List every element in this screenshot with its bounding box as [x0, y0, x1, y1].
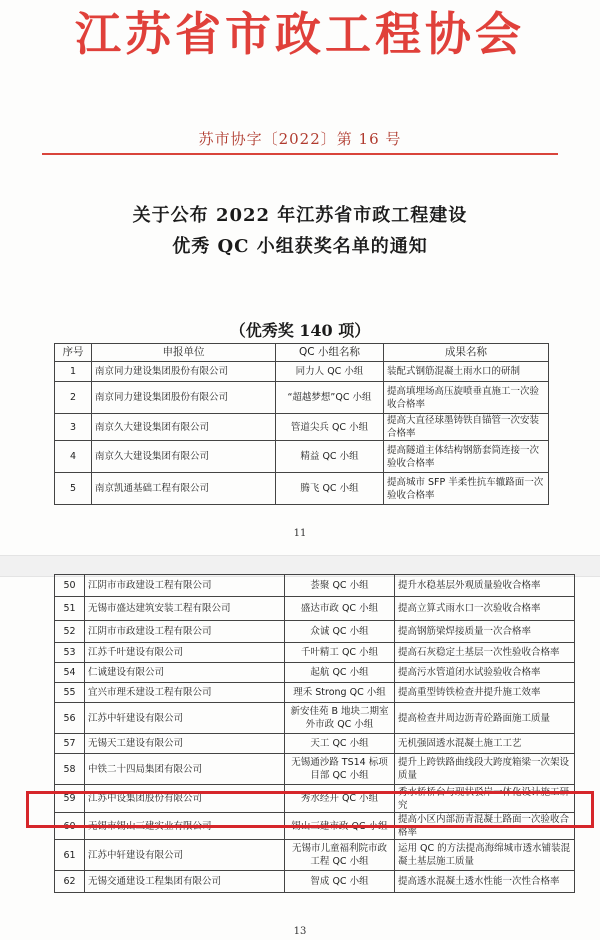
org-header-title: 江苏省市政工程协会: [75, 7, 525, 61]
row-unit: 江苏千叶建设有限公司: [85, 643, 285, 663]
row-unit: 江苏中轩建设有限公司: [85, 703, 285, 734]
table-row: [55, 575, 575, 597]
row-number: 60: [55, 813, 85, 840]
notice-title-line2: 优秀 QC 小组获奖名单的通知: [172, 236, 428, 257]
row-result: 提高钢筋梁焊接质量一次合格率: [395, 621, 575, 643]
row-number: 50: [55, 575, 85, 597]
table-row: [55, 840, 575, 871]
row-group: 千叶精工 QC 小组: [285, 643, 395, 663]
table-row: [55, 473, 549, 505]
row-group: 精益 QC 小组: [276, 441, 384, 473]
row-group: 同力人 QC 小组: [276, 362, 384, 382]
table-row: [55, 813, 575, 840]
row-result: 提高重型铸铁检查井提升施工效率: [395, 683, 575, 703]
row-result: 提升上跨铁路曲线段大跨度箱梁一次架设质量: [395, 754, 575, 785]
header-no: 序号: [55, 344, 92, 362]
award-table-first: [54, 343, 549, 505]
row-number: 53: [55, 643, 85, 663]
row-unit: 仁诚建设有限公司: [85, 663, 285, 683]
row-unit: 宜兴市理禾建设工程有限公司: [85, 683, 285, 703]
row-unit: 南京凯通基础工程有限公司: [92, 473, 276, 505]
row-result: 运用 QC 的方法提高海绵城市透水铺装混凝土基层施工质量: [395, 840, 575, 871]
row-result: 提高大直径球墨铸铁自锚管一次安装合格率: [384, 414, 549, 441]
table-row: [55, 414, 549, 441]
page-number: 13: [293, 926, 307, 937]
row-group: 荟聚 QC 小组: [285, 575, 395, 597]
table-row: [55, 871, 575, 893]
table-row: [55, 663, 575, 683]
header-result: 成果名称: [384, 344, 549, 362]
row-number: 4: [55, 441, 92, 473]
row-group: 无锡通沙路 TS14 标项目部 QC 小组: [285, 754, 395, 785]
row-result: 无机强固透水混凝土施工工艺: [395, 734, 575, 754]
table-row: [55, 362, 549, 382]
row-group: 无锡市儿童福利院市政工程 QC 小组: [285, 840, 395, 871]
row-result: 秀水桥桥台与现状驳岸一体化设计施工研究: [395, 785, 575, 813]
row-group: “超越梦想”QC 小组: [276, 382, 384, 414]
row-number: 5: [55, 473, 92, 505]
row-result: 提高污水管道闭水试验验收合格率: [395, 663, 575, 683]
row-unit: 无锡市盛达建筑安装工程有限公司: [85, 597, 285, 621]
row-result: 提高检查井周边沥青砼路面施工质量: [395, 703, 575, 734]
row-result: 提高透水混凝土透水性能一次性合格率: [395, 871, 575, 893]
row-unit: 无锡天工建设有限公司: [85, 734, 285, 754]
row-number: 59: [55, 785, 85, 813]
document-number: 苏市协字〔2022〕第 16 号: [198, 130, 402, 148]
row-group: 天工 QC 小组: [285, 734, 395, 754]
row-number: 55: [55, 683, 85, 703]
row-number: 56: [55, 703, 85, 734]
row-result: 提高填埋场高压旋喷垂直施工一次验收合格率: [384, 382, 549, 414]
row-number: 2: [55, 382, 92, 414]
row-result: 提高立算式雨水口一次验收合格率: [395, 597, 575, 621]
row-result: 提高隧道主体结构钢筋套筒连接一次验收合格率: [384, 441, 549, 473]
table-row: [55, 643, 575, 663]
row-group: 盛达市政 QC 小组: [285, 597, 395, 621]
page-number: 11: [293, 528, 307, 539]
row-unit: 江苏中轩建设有限公司: [85, 840, 285, 871]
row-number: 51: [55, 597, 85, 621]
row-unit: 江苏中设集团股份有限公司: [85, 785, 285, 813]
row-result: 提升水稳基层外观质量验收合格率: [395, 575, 575, 597]
row-result: 提高城市 SFP 半柔性抗车辙路面一次验收合格率: [384, 473, 549, 505]
row-group: 锡山三建市政 QC 小组: [285, 813, 395, 840]
table-row: [55, 734, 575, 754]
table-row: [55, 703, 575, 734]
row-result: 提高小区内部沥青混凝土路面一次验收合格率: [395, 813, 575, 840]
table-header-row: [55, 344, 549, 362]
row-unit: 南京同力建设集团股份有限公司: [92, 382, 276, 414]
row-group: 秀水经开 QC 小组: [285, 785, 395, 813]
notice-title-line1: 关于公布 2022 年江苏省市政工程建设: [132, 205, 468, 226]
row-group: 理禾 Strong QC 小组: [285, 683, 395, 703]
row-unit: 无锡交通建设工程集团有限公司: [85, 871, 285, 893]
header-divider: [42, 153, 558, 155]
row-result: 提高石灰稳定土基层一次性验收合格率: [395, 643, 575, 663]
row-number: 52: [55, 621, 85, 643]
row-unit: 无锡市锡山三建实业有限公司: [85, 813, 285, 840]
row-number: 61: [55, 840, 85, 871]
award-table-second: [54, 574, 575, 893]
table-row: [55, 441, 549, 473]
row-unit: 江阴市市政建设工程有限公司: [85, 621, 285, 643]
row-unit: 南京久大建设集团有限公司: [92, 441, 276, 473]
row-group: 管道尖兵 QC 小组: [276, 414, 384, 441]
table-row: [55, 754, 575, 785]
row-number: 54: [55, 663, 85, 683]
table-row: [55, 785, 575, 813]
row-group: 腾飞 QC 小组: [276, 473, 384, 505]
table-row: [55, 621, 575, 643]
header-group: QC 小组名称: [276, 344, 384, 362]
row-number: 3: [55, 414, 92, 441]
table-row: [55, 683, 575, 703]
row-unit: 中铁二十四局集团有限公司: [85, 754, 285, 785]
row-number: 57: [55, 734, 85, 754]
section-title: （优秀奖 140 项）: [229, 321, 371, 340]
row-number: 1: [55, 362, 92, 382]
header-unit: 申报单位: [92, 344, 276, 362]
row-group: 智成 QC 小组: [285, 871, 395, 893]
row-unit: 江阴市市政建设工程有限公司: [85, 575, 285, 597]
row-unit: 南京久大建设集团有限公司: [92, 414, 276, 441]
table-row: [55, 597, 575, 621]
row-group: 众诚 QC 小组: [285, 621, 395, 643]
row-number: 62: [55, 871, 85, 893]
table-row: [55, 382, 549, 414]
row-unit: 南京同力建设集团股份有限公司: [92, 362, 276, 382]
row-number: 58: [55, 754, 85, 785]
row-group: 起航 QC 小组: [285, 663, 395, 683]
row-group: 新安佳苑 B 地块二期室外市政 QC 小组: [285, 703, 395, 734]
row-result: 装配式钢筋混凝土雨水口的研制: [384, 362, 549, 382]
